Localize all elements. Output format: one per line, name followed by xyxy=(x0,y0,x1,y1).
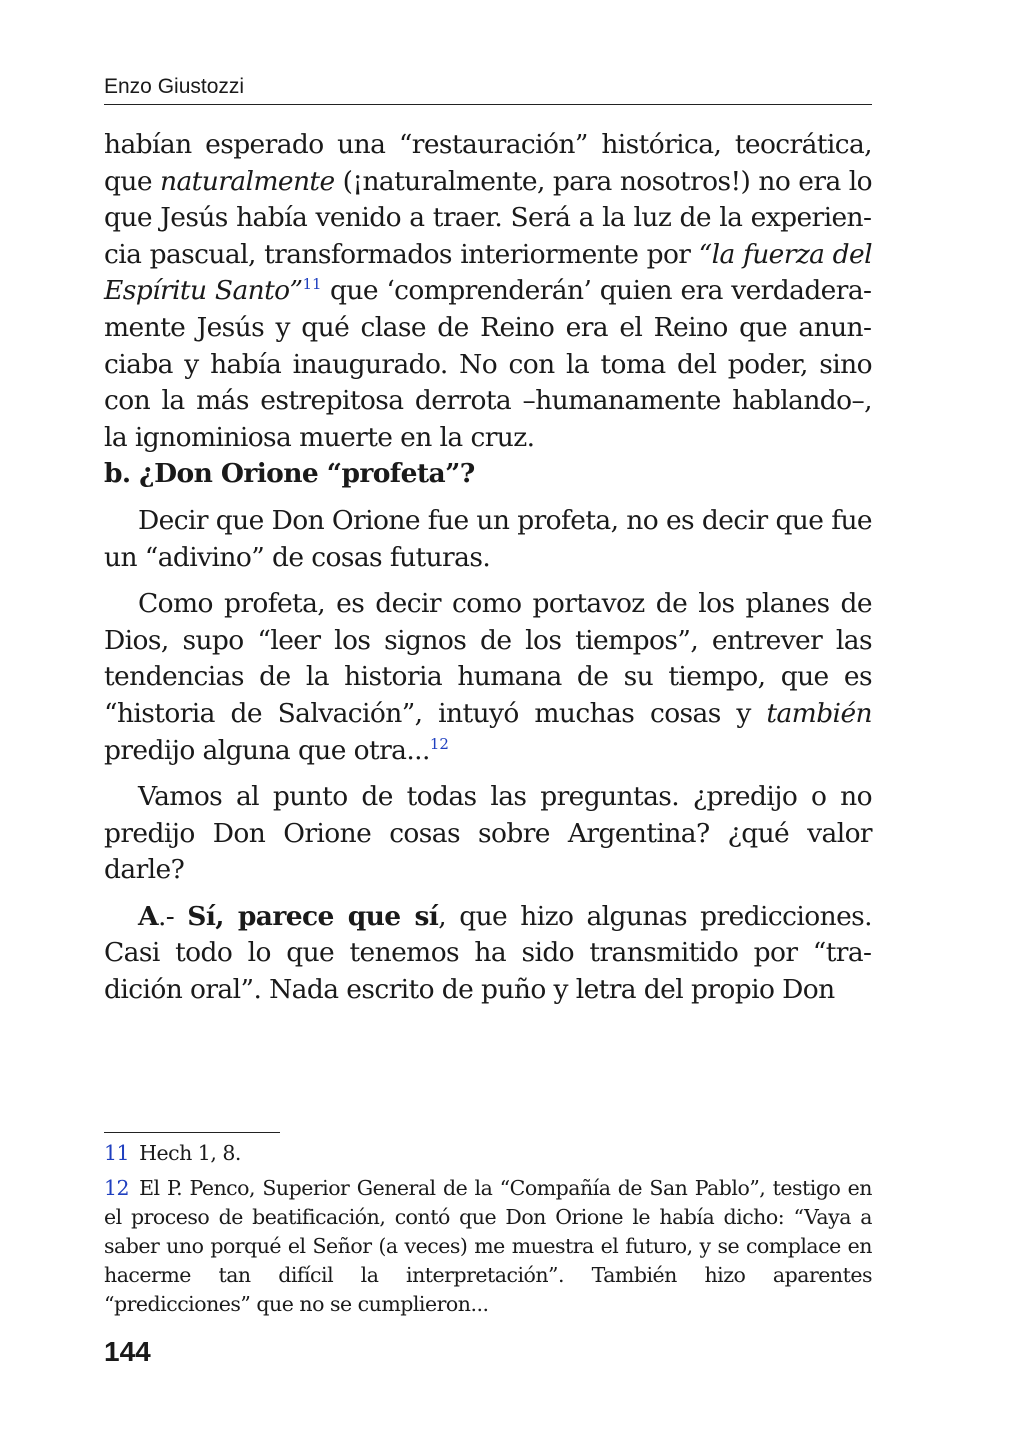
text-run: (¡naturalmente, para nosotros!) no era lo que Jesús había venido a traer. Será a la luz de la experiencia pascual, transformados interiormente por xyxy=(104,165,872,270)
paragraph-3 xyxy=(104,586,872,769)
main-text xyxy=(104,127,872,1009)
text-run: predijo alguna que otra... xyxy=(104,734,430,766)
footnote-divider xyxy=(104,1132,280,1133)
italic-run: “la fuerza del Espíritu Santo” xyxy=(104,238,872,307)
footnotes xyxy=(104,1139,872,1325)
text-run: habían esperado una “restauración” histórica, teocrática, que xyxy=(104,129,872,197)
footnote-ref-11[interactable]: 11 xyxy=(302,275,322,294)
footnote-number[interactable]: 12 xyxy=(104,1176,130,1200)
footnote-12 xyxy=(104,1174,872,1319)
bold-run: A xyxy=(138,900,158,932)
text-run: que ‘comprenderán’ quien era verdaderamente Jesús y qué clase de Reino era el Reino que anunciaba y había inaugurado. No con la toma del poder, sino con la más estrepitosa derrota –humanamente hablando–, la ignominiosa muerte en la cruz. xyxy=(104,275,872,453)
text-run: , que hizo algunas predicciones. Casi todo lo que tenemos ha sido transmitido por “tradición oral”. Nada escrito de puño y letra del propio Don xyxy=(104,900,872,1006)
bold-run: Sí, parece que sí xyxy=(187,900,439,932)
section-heading: b. ¿Don Orione “profeta”? xyxy=(104,458,475,490)
footnote-11 xyxy=(104,1139,872,1168)
text-run: .- xyxy=(157,900,188,932)
footnote-number[interactable]: 11 xyxy=(104,1141,130,1165)
text-run: Como profeta, es decir como portavoz de los planes de Dios, supo “leer los signos de los tiempos”, entrever las tendencias de la historia humana de su tiempo, que es “historia de Salvación”, intuyó muchas cosas y xyxy=(104,588,872,729)
paragraph-5 xyxy=(104,899,872,1009)
footnote-ref-12[interactable]: 12 xyxy=(429,734,449,753)
paragraph-2: Decir que Don Orione fue un profeta, no es decir que fue un “adivino” de cosas futuras. xyxy=(104,504,872,573)
footnote-text: Hech 1, 8. xyxy=(139,1141,241,1165)
paragraph-1 xyxy=(104,127,872,456)
footnote-text: El P. Penco, Superior General de la “Compañía de San Pablo”, testigo en el proceso de beatificación, contó que Don Orione le había dicho: “Vaya a saber uno porqué el Señor (a veces) me muestra el futuro, y se complace en hacerme tan difícil la interpretación”. También hizo aparentes “predicciones” que no se cumplieron... xyxy=(104,1176,872,1316)
page-number: 144 xyxy=(104,1336,151,1367)
running-header xyxy=(104,72,872,105)
italic-run: naturalmente xyxy=(160,165,335,197)
italic-run: también xyxy=(766,697,872,729)
paragraph-4: Vamos al punto de todas las preguntas. ¿predijo o no predijo Don Orione cosas sobre Argentina? ¿qué valor darle? xyxy=(104,781,872,886)
header-author: Enzo Giustozzi xyxy=(104,75,245,98)
